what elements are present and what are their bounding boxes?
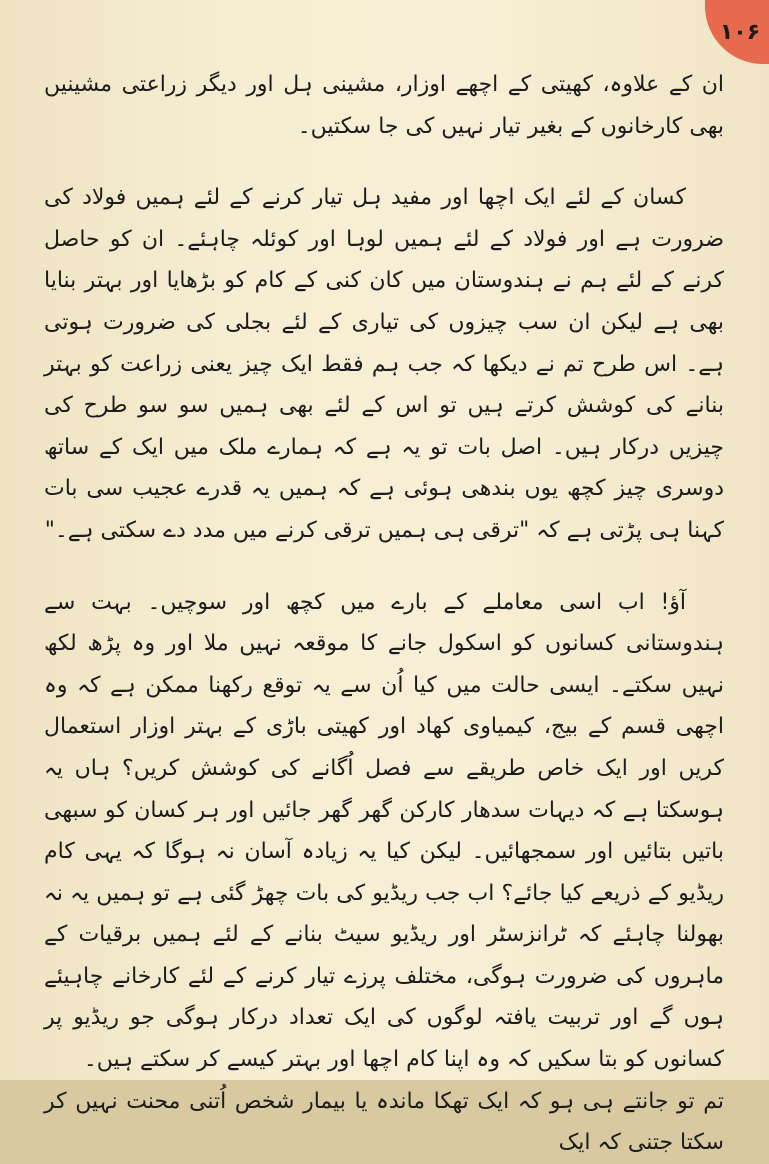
page-number-badge [705, 0, 769, 64]
paragraph-3: آؤ! اب اسی معاملے کے بارے میں کچھ اور سوچیں۔ بہت سے ہندوستانی کسانوں کو اسکول جانے کا موقعہ نہیں ملا اور وہ پڑھ لکھ نہیں سکتے۔ ایسی حالت میں کیا اُن سے یہ توقع رکھنا ممکن ہے کہ وہ اچھی قسم کے بیج، کیمیاوی کھاد اور کھیتی باڑی کے بہتر اوزار استعمال کریں اور ایک خاص طریقے سے فصل اُگانے کی کوشش کریں؟ ہاں یہ ہوسکتا ہے کہ دیہات سدھار کارکن گھر گھر جائیں اور ہر کسان کو سبھی باتیں بتائیں اور سمجھائیں۔ لیکن کیا یہ زیادہ آسان نہ ہوگا کہ یہی کام ریڈیو کے ذریعے کیا جائے؟ اب جب ریڈیو کی بات چھڑ گئی ہے تو ہمیں یہ نہ بھولنا چاہئے کہ ٹرانزسٹر اور ریڈیو سیٹ بنانے کے لئے ہمیں برقیات کے ماہروں کی ضرورت ہوگی، مختلف پرزے تیار کرنے کے لئے کارخانے چاہیئے ہوں گے اور تربیت یافتہ لوگوں کی ایک تعداد درکار ہوگی جو ریڈیو پر کسانوں کو بتا سکیں کہ وہ اپنا کام اچھا اور بہتر کیسے کر سکتے ہیں۔ [44, 589, 724, 1073]
paragraph-2: کسان کے لئے ایک اچھا اور مفید ہل تیار کرنے کے لئے ہمیں فولاد کی ضرورت ہے اور فولاد کے لئے ہمیں لوہا اور کوئلہ چاہئے۔ ان کو حاصل کرنے کے لئے ہم نے ہندوستان میں کان کنی کے کام کو بڑھایا اور بہتر بنایا بھی ہے لیکن ان سب چیزوں کی تیاری کے لئے بجلی کی ضرورت ہوتی ہے۔ اس طرح تم نے دیکھا کہ جب ہم فقط ایک چیز یعنی زراعت کو بہتر بنانے کی کوشش کرتے ہیں تو اس کے لئے بھی ہمیں سو سو طرح کی چیزیں درکار ہیں۔ اصل بات تو یہ ہے کہ ہمارے ملک میں ایک کے ساتھ دوسری چیز کچھ یوں بندھی ہوئی ہے کہ ہمیں یہ قدرے عجیب سی بات کہنا ہی پڑتی ہے کہ "ترقی ہی ہمیں ترقی کرنے میں مدد دے سکتی ہے۔" [44, 185, 724, 543]
paragraph-gap [44, 147, 724, 177]
paragraph-gap [44, 552, 724, 582]
paragraph-1: ان کے علاوہ، کھیتی کے اچھے اوزار، مشینی ہل اور دیگر زراعتی مشینیں بھی کارخانوں کے بغیر تیار نہیں کی جا سکتیں۔ [44, 72, 724, 139]
paragraph-4: تم تو جانتے ہی ہو کہ ایک تھکا ماندہ یا بیمار شخص اُتنی محنت نہیں کر سکتا جتنی کہ ایک [44, 1088, 724, 1156]
page-text [44, 60, 724, 1164]
page-number: ۱۰۶ [719, 19, 761, 45]
